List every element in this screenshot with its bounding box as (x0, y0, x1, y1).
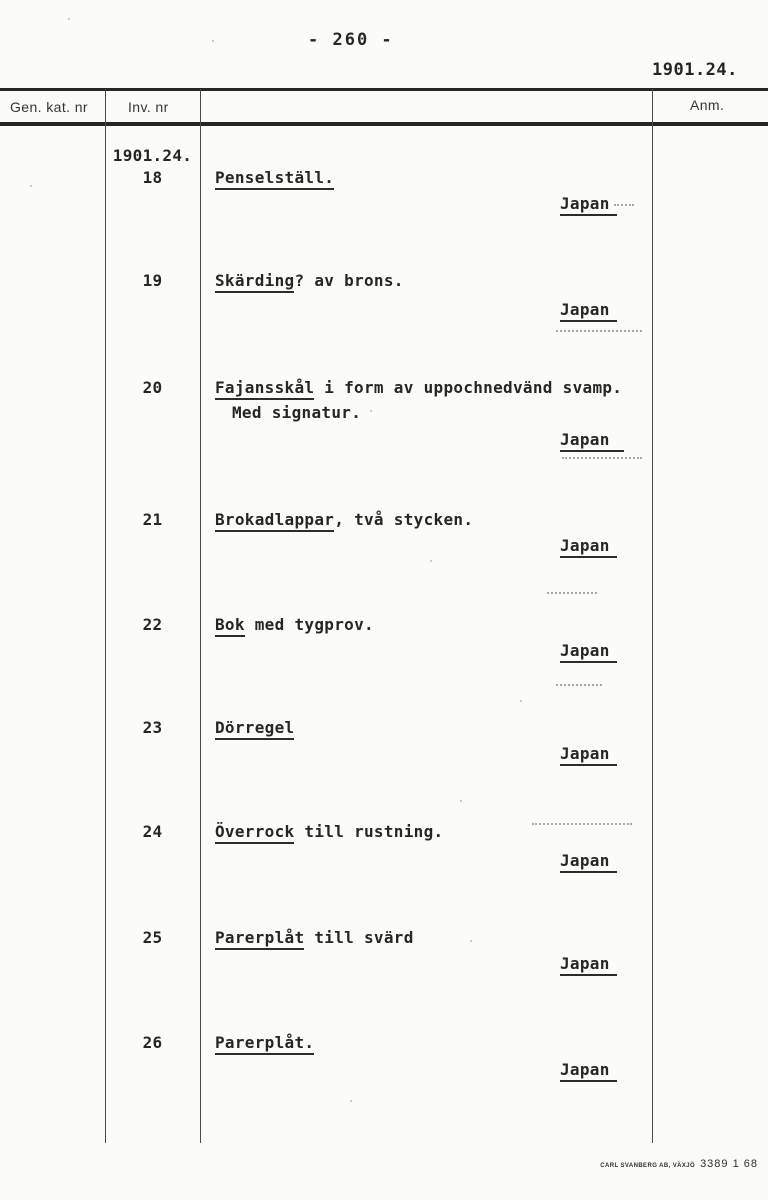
entry-inv-nr: 22 (142, 615, 163, 634)
origin-label: Japan (560, 641, 617, 663)
entry-title (215, 822, 443, 841)
entry-title (215, 615, 374, 634)
entry-inv-nr: 18 (142, 168, 163, 187)
scan-speck (430, 560, 432, 562)
entry-title (215, 510, 473, 529)
scan-speck (470, 940, 472, 942)
entry-title-main: Överrock (215, 822, 294, 844)
entry-title-main: Bok (215, 615, 245, 637)
entry-title (215, 168, 334, 187)
entry-title-main: Parerplåt (215, 928, 304, 950)
entry-inv-nr: 20 (142, 378, 163, 397)
entry-title-rest: ? av brons. (294, 271, 404, 290)
entry-title-main: Fajansskål (215, 378, 314, 400)
entry-origin (560, 300, 617, 319)
catalog-reference: 1901.24. (652, 60, 738, 80)
entry-title-rest: till svärd (304, 928, 414, 947)
group-label: 1901.24. (112, 146, 193, 165)
entry-title (215, 271, 404, 290)
scan-speck (68, 18, 70, 20)
entry-title-main: Brokadlappar (215, 510, 334, 532)
header-label-inv-nr: Inv. nr (128, 99, 169, 115)
origin-label: Japan (560, 300, 617, 322)
header-label-gen-kat-nr: Gen. kat. nr (10, 99, 88, 115)
entry-inv-nr: 26 (142, 1033, 163, 1052)
entry-title-rest: till rustning. (294, 822, 444, 841)
entry-title-line2: Med signatur. (232, 403, 362, 422)
entry-title (215, 718, 294, 737)
entry-title (215, 928, 414, 947)
entry-origin (560, 1060, 617, 1079)
page-number: - 260 - (308, 30, 394, 50)
entry-origin (560, 851, 617, 870)
entry-title-main: Skärding (215, 271, 294, 293)
entry-title-main: Parerplåt. (215, 1033, 314, 1055)
entry-inv-nr: 19 (142, 271, 163, 290)
scan-speck (350, 1100, 352, 1102)
origin-label: Japan (560, 954, 617, 976)
origin-label: Japan (560, 1060, 617, 1082)
printer-code: 3389 1 68 (700, 1158, 758, 1170)
entry-origin (560, 744, 617, 763)
scan-speck (30, 185, 32, 187)
entry-inv-nr: 24 (142, 822, 163, 841)
column-divider-3 (652, 89, 653, 1143)
entry-origin (560, 641, 617, 660)
entry-title (215, 1033, 314, 1052)
entry-title-rest: med tygprov. (244, 615, 374, 634)
entry-inv-nr: 25 (142, 928, 163, 947)
origin-label: Japan (560, 744, 617, 766)
header-label-anm: Anm. (690, 97, 725, 113)
scan-speck (370, 410, 372, 412)
scan-dots (562, 457, 642, 459)
printer-name: CARL SVANBERG AB, VÄXJÖ (600, 1163, 696, 1169)
entry-inv-nr: 21 (142, 510, 163, 529)
origin-label: Japan (560, 851, 617, 873)
scan-speck (520, 700, 522, 702)
entry-title-rest: i form av uppochnedvänd svamp. (314, 378, 623, 397)
scan-dots (556, 684, 602, 686)
scan-dots (532, 823, 632, 825)
entry-origin (560, 194, 617, 213)
scan-dots (547, 592, 597, 594)
origin-label: Japan (560, 430, 624, 452)
entry-origin (560, 536, 617, 555)
printer-footer (600, 1158, 758, 1170)
entry-title-rest: , två stycken. (334, 510, 474, 529)
entry-origin (560, 954, 617, 973)
entry-origin (560, 430, 624, 449)
origin-label: Japan (560, 536, 617, 558)
entry-title-main: Dörregel (215, 718, 294, 740)
scan-speck (460, 800, 462, 802)
entry-inv-nr: 23 (142, 718, 163, 737)
origin-label: Japan (560, 194, 617, 216)
scan-speck (212, 40, 214, 42)
scan-dots (614, 204, 634, 206)
column-divider-2 (200, 89, 201, 1143)
entry-title (215, 378, 622, 397)
entry-title-main: Penselställ. (215, 168, 334, 190)
scan-dots (556, 330, 642, 332)
